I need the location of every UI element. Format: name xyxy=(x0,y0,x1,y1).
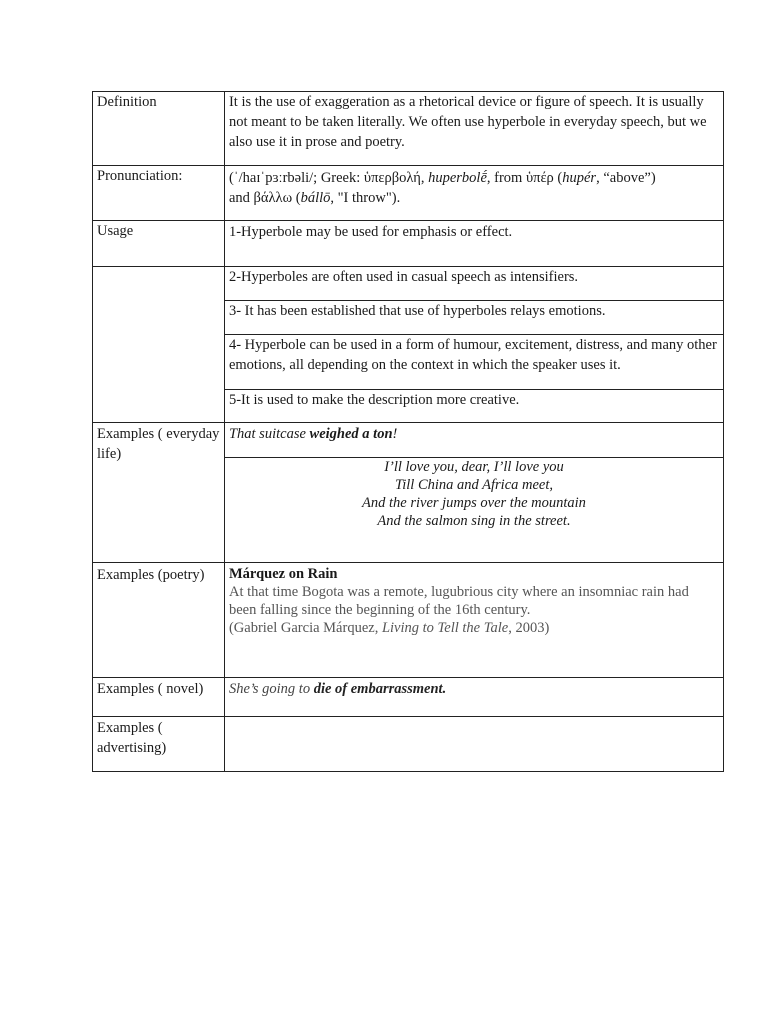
row-novel xyxy=(93,678,724,717)
pronunciation-text: (ˈ/haɪˈpɜːrbəli/; Greek: ὑπερβολή, huperbolḗ, from ὑπέρ (hupér, “above”) and βάλλω (bállō, "I throw"). xyxy=(224,166,723,221)
usage-item-5: 5-It is used to make the description more creative. xyxy=(224,390,723,423)
row-advertising xyxy=(93,717,724,772)
row-poetry xyxy=(93,563,724,678)
everyday-label: Examples ( everyday life) xyxy=(93,423,225,563)
poetry-quote: At that time Bogota was a remote, lugubrious city where an insomniac rain had been falling since the beginning of the 16th century. xyxy=(228,584,689,618)
row-definition xyxy=(93,92,724,166)
pronunciation-label: Pronunciation: xyxy=(93,166,225,221)
definition-text: It is the use of exaggeration as a rhetorical device or figure of speech. It is usually not meant to be taken literally. We often use hyperbole in everyday speech, but we also use it in prose and poetry. xyxy=(224,92,723,166)
poetry-example xyxy=(224,563,723,678)
poem-line: I’ll love you, dear, I’ll love you xyxy=(384,459,564,475)
poem-line: And the river jumps over the mountain xyxy=(362,495,586,511)
definition-label: Definition xyxy=(93,92,225,166)
advertising-label: Examples ( advertising) xyxy=(93,717,225,772)
usage-item-4: 4- Hyperbole can be used in a form of humour, excitement, distress, and many other emotions, all depending on the context in which the speaker uses it. xyxy=(224,335,723,390)
poetry-citation: (Gabriel Garcia Márquez, Living to Tell the Tale, 2003) xyxy=(228,620,550,636)
poetry-label: Examples (poetry) xyxy=(93,563,225,678)
row-usage-2 xyxy=(93,267,724,301)
poem-line: Till China and Africa meet, xyxy=(394,477,553,493)
row-pronunciation xyxy=(93,166,724,221)
row-usage xyxy=(93,221,724,267)
row-everyday xyxy=(93,423,724,458)
advertising-example xyxy=(224,717,723,772)
usage-item-3: 3- It has been established that use of hyperboles relays emotions. xyxy=(224,301,723,335)
novel-example: She’s going to die of embarrassment. xyxy=(224,678,723,717)
everyday-example: That suitcase weighed a ton! xyxy=(224,423,723,458)
usage-label: Usage xyxy=(93,221,225,267)
usage-item-1: 1-Hyperbole may be used for emphasis or effect. xyxy=(224,221,723,267)
novel-label: Examples ( novel) xyxy=(93,678,225,717)
hyperbole-table xyxy=(92,91,724,772)
everyday-poem xyxy=(224,458,723,563)
poetry-title: Márquez on Rain xyxy=(228,566,338,582)
usage-label-continued xyxy=(93,267,225,423)
poem-line: And the salmon sing in the street. xyxy=(377,513,571,529)
usage-item-2: 2-Hyperboles are often used in casual speech as intensifiers. xyxy=(224,267,723,301)
